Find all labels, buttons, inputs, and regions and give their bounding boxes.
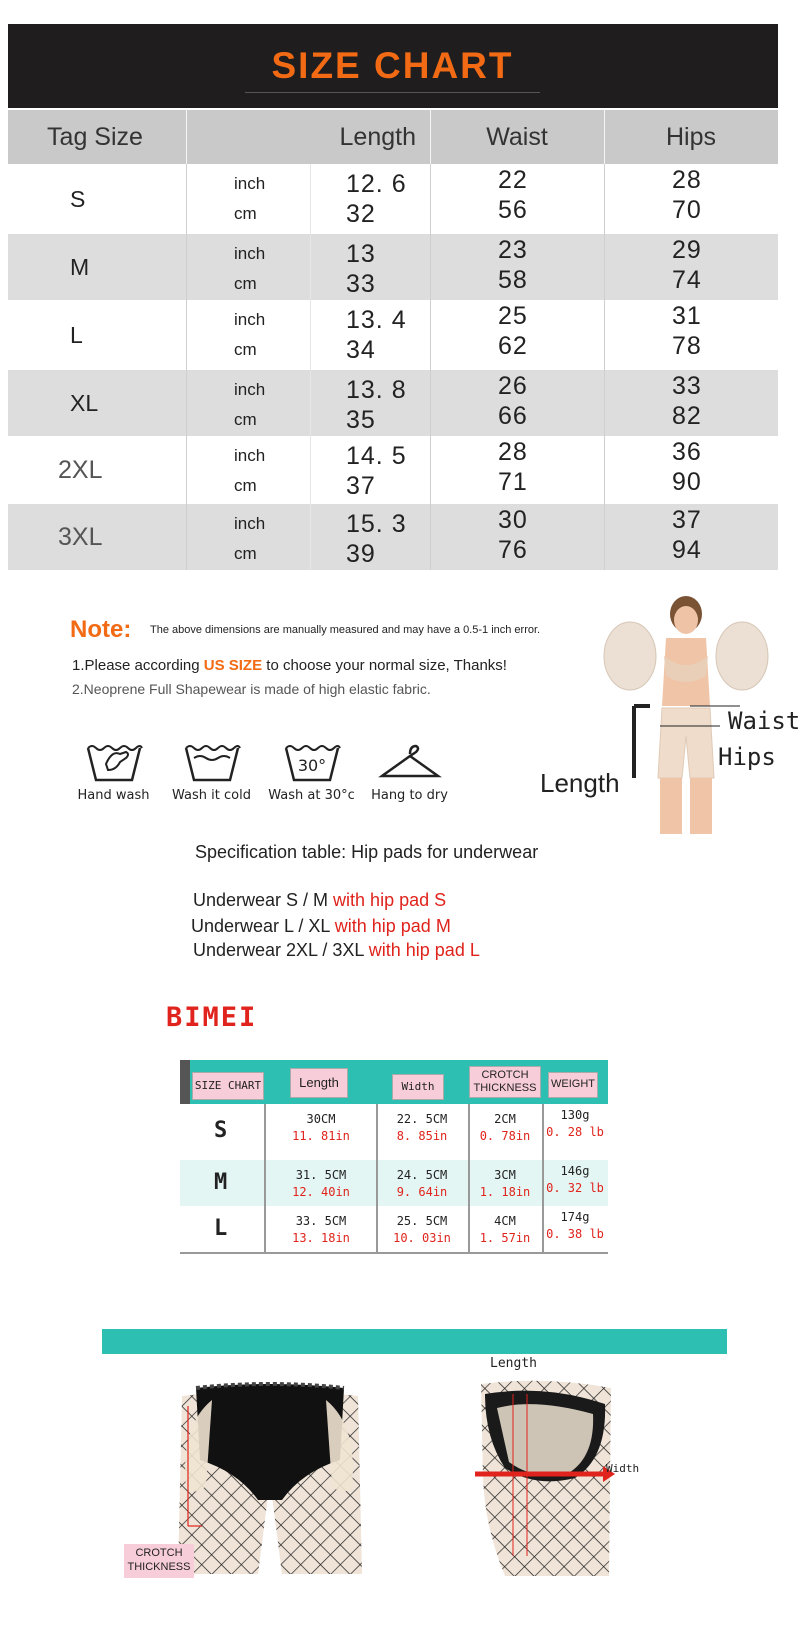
pad-row-width [376, 1112, 468, 1143]
pad-length-in: 12. 40in [292, 1185, 350, 1199]
unit-cm: cm [234, 476, 257, 495]
row-units [186, 300, 310, 370]
pad-weight-g: 146g [560, 1164, 590, 1178]
header-hips: Hips [665, 122, 716, 151]
pad-row-length [266, 1214, 376, 1245]
size-row [8, 436, 778, 504]
row-size: XL [70, 389, 99, 416]
pad-weight-g: 174g [560, 1210, 590, 1224]
pad-row-weight [542, 1108, 608, 1139]
row-length [310, 234, 430, 300]
waist-cm: 56 [498, 196, 528, 224]
pad-width-cm: 25. 5CM [396, 1214, 448, 1228]
waist-cm: 62 [498, 332, 528, 360]
hips-cm: 94 [672, 536, 702, 564]
waist-inch: 22 [498, 166, 528, 194]
row-length [310, 504, 430, 570]
pad-width-cm: 24. 5CM [396, 1168, 448, 1182]
waist-inch: 26 [498, 372, 528, 400]
row-hips [604, 436, 778, 504]
wash-cold-icon [180, 740, 244, 784]
pad-crotch-in: 0. 78in [479, 1129, 531, 1143]
length-inch: 14. 5 [346, 442, 407, 470]
pad-width-in: 10. 03in [393, 1231, 451, 1245]
pad-header-crotch [469, 1066, 541, 1098]
care-hand-wash [66, 740, 161, 803]
note-line-1 [72, 657, 507, 674]
spec-line-1-pad: with hip pad S [333, 890, 447, 910]
care-wash-30 [264, 740, 359, 803]
hips-inch: 37 [672, 506, 702, 534]
wash-30-icon [280, 740, 344, 784]
pad-row-length [266, 1168, 376, 1199]
spec-line-2 [191, 916, 451, 937]
diagram-length-label: Length [490, 1356, 537, 1371]
row-units [186, 504, 310, 570]
row-waist [430, 234, 604, 300]
row-units [186, 234, 310, 300]
unit-inch: inch [234, 244, 266, 263]
size-chart-title: SIZE CHART [245, 40, 540, 93]
spec-line-3-underwear: Underwear 2XL / 3XL [193, 940, 369, 960]
pad-table-header-accent [180, 1060, 190, 1104]
pad-row [180, 1160, 608, 1208]
unit-inch: inch [234, 446, 266, 465]
length-inch: 13. 8 [346, 376, 407, 404]
back-pad-photo [475, 1378, 615, 1576]
waist-cm: 66 [498, 402, 528, 430]
length-cm: 35 [346, 406, 376, 434]
row-waist [430, 300, 604, 370]
pad-row-weight [542, 1164, 608, 1195]
pad-row-length [266, 1112, 376, 1143]
pad-row-crotch [468, 1168, 542, 1199]
row-size: 2XL [58, 455, 103, 484]
length-inch: 13. 4 [346, 306, 407, 334]
brand-logo: BIMEI [166, 1002, 258, 1033]
size-row [8, 164, 778, 234]
row-waist [430, 436, 604, 504]
pad-crotch-in: 1. 57in [479, 1231, 531, 1245]
length-cm: 33 [346, 270, 376, 298]
size-row [8, 234, 778, 300]
header-length: Length [339, 122, 416, 151]
row-hips [604, 234, 778, 300]
size-row [8, 370, 778, 436]
note-line-1-start: 1.Please according [72, 657, 204, 674]
size-table-header-row [8, 110, 778, 164]
pad-weight-lb: 0. 38 lb [546, 1227, 604, 1241]
hips-cm: 78 [672, 332, 702, 360]
row-hips [604, 300, 778, 370]
size-row [8, 300, 778, 370]
pad-header-width: Width [392, 1074, 444, 1100]
pad-header-size-chart: SIZE CHART [192, 1072, 264, 1100]
row-size: 3XL [58, 522, 103, 551]
header-waist: Waist [486, 122, 548, 151]
pad-header-crotch-1: CROTCH [481, 1068, 529, 1081]
section-divider-bar [102, 1329, 727, 1354]
unit-inch: inch [234, 514, 266, 533]
pad-row-width [376, 1168, 468, 1199]
spec-line-2-underwear: Underwear L / XL [191, 916, 335, 936]
pad-header-weight: WEIGHT [548, 1072, 598, 1098]
row-size: S [70, 185, 86, 212]
care-hang-dry [362, 740, 457, 803]
waist-inch: 25 [498, 302, 528, 330]
row-units [186, 164, 310, 234]
pad-header-crotch-2: THICKNESS [473, 1082, 537, 1094]
hips-inch: 28 [672, 166, 702, 194]
waist-cm: 76 [498, 536, 528, 564]
row-hips [604, 370, 778, 436]
pad-row-crotch [468, 1214, 542, 1245]
model-waist-label: Waist [728, 707, 800, 735]
spec-line-1 [193, 890, 446, 911]
row-size: M [70, 253, 90, 280]
hang-dry-label: Hang to dry [371, 788, 448, 803]
spec-line-1-underwear: Underwear S / M [193, 890, 334, 910]
unit-cm: cm [234, 204, 257, 223]
header-tag-size: Tag Size [47, 122, 143, 151]
unit-inch: inch [234, 174, 266, 193]
crotch-label-1: CROTCH [135, 1547, 183, 1559]
wash-30-label: Wash at 30°c [268, 788, 355, 803]
unit-inch: inch [234, 380, 266, 399]
pad-row-crotch [468, 1112, 542, 1143]
pad-length-in: 11. 81in [292, 1129, 350, 1143]
row-hips [604, 164, 778, 234]
row-length [310, 164, 430, 234]
row-waist [430, 370, 604, 436]
length-cm: 32 [346, 200, 376, 228]
length-inch: 12. 6 [346, 170, 407, 198]
hand-wash-icon [82, 740, 146, 784]
pad-row [180, 1104, 608, 1162]
wash-30-icon-text: 30° [297, 756, 326, 775]
row-hips [604, 504, 778, 570]
hips-cm: 74 [672, 266, 702, 294]
unit-cm: cm [234, 340, 257, 359]
pad-row-weight [542, 1210, 608, 1241]
pad-row-width [376, 1214, 468, 1245]
hips-inch: 29 [672, 236, 702, 264]
row-units [186, 436, 310, 504]
pad-crotch-cm: 4CM [494, 1214, 516, 1228]
pad-weight-g: 130g [560, 1108, 590, 1122]
length-inch: 15. 3 [346, 510, 407, 538]
wash-cold-label: Wash it cold [172, 788, 251, 803]
care-wash-cold [164, 740, 259, 803]
pad-length-cm: 33. 5CM [295, 1214, 347, 1228]
unit-cm: cm [234, 410, 257, 429]
pad-length-cm: 30CM [306, 1112, 336, 1126]
pad-weight-lb: 0. 28 lb [546, 1125, 604, 1139]
pad-header-length: Length [290, 1068, 348, 1098]
waist-cm: 58 [498, 266, 528, 294]
pad-row-size: L [214, 1216, 228, 1241]
front-pad-photo [172, 1376, 368, 1574]
note-text: The above dimensions are manually measured and may have a 0.5-1 inch error. [150, 624, 541, 636]
note-line-2: 2.Neoprene Full Shapewear is made of high elastic fabric. [72, 681, 431, 697]
pad-width-in: 8. 85in [396, 1129, 448, 1143]
pad-row-size: S [214, 1118, 228, 1143]
spec-title: Specification table: Hip pads for underwear [195, 842, 539, 862]
unit-inch: inch [234, 310, 266, 329]
waist-inch: 30 [498, 506, 528, 534]
pad-crotch-cm: 3CM [494, 1168, 516, 1182]
row-waist [430, 164, 604, 234]
row-units [186, 370, 310, 436]
note-label: Note: [70, 616, 132, 643]
note-highlight-us-size: US SIZE [203, 657, 263, 674]
hips-inch: 33 [672, 372, 702, 400]
row-length [310, 436, 430, 504]
hips-inch: 36 [672, 438, 702, 466]
length-cm: 37 [346, 472, 376, 500]
row-length [310, 370, 430, 436]
pad-crotch-cm: 2CM [494, 1112, 516, 1126]
hanger-icon [378, 740, 442, 784]
hips-cm: 90 [672, 468, 702, 496]
spec-line-2-pad: with hip pad M [334, 916, 451, 936]
pad-length-in: 13. 18in [292, 1231, 350, 1245]
waist-cm: 71 [498, 468, 528, 496]
length-inch: 13 [346, 240, 376, 268]
pad-row [180, 1206, 608, 1254]
pad-length-cm: 31. 5CM [295, 1168, 347, 1182]
hand-wash-label: Hand wash [77, 788, 150, 803]
hips-cm: 82 [672, 402, 702, 430]
unit-cm: cm [234, 274, 257, 293]
hips-cm: 70 [672, 196, 702, 224]
note-line-1-end: to choose your normal size, Thanks! [262, 657, 507, 674]
pad-row-size: M [214, 1170, 228, 1195]
row-length [310, 300, 430, 370]
diagram-width-label: Width [606, 1462, 640, 1475]
size-row [8, 504, 778, 570]
pad-width-in: 9. 64in [396, 1185, 448, 1199]
waist-inch: 28 [498, 438, 528, 466]
spec-line-3-pad: with hip pad L [368, 940, 480, 960]
pad-width-cm: 22. 5CM [396, 1112, 448, 1126]
waist-inch: 23 [498, 236, 528, 264]
length-cm: 39 [346, 540, 376, 568]
hip-pad-table [180, 1060, 608, 1252]
hips-inch: 31 [672, 302, 702, 330]
pad-weight-lb: 0. 32 lb [546, 1181, 604, 1195]
model-hips-label: Hips [718, 743, 776, 771]
spec-line-3 [193, 940, 480, 961]
crotch-label-2: THICKNESS [127, 1561, 191, 1573]
row-size: L [70, 321, 83, 348]
pad-crotch-in: 1. 18in [479, 1185, 531, 1199]
row-waist [430, 504, 604, 570]
unit-cm: cm [234, 544, 257, 563]
length-cm: 34 [346, 336, 376, 364]
model-length-label: Length [540, 768, 620, 798]
crotch-thickness-label [124, 1544, 194, 1578]
